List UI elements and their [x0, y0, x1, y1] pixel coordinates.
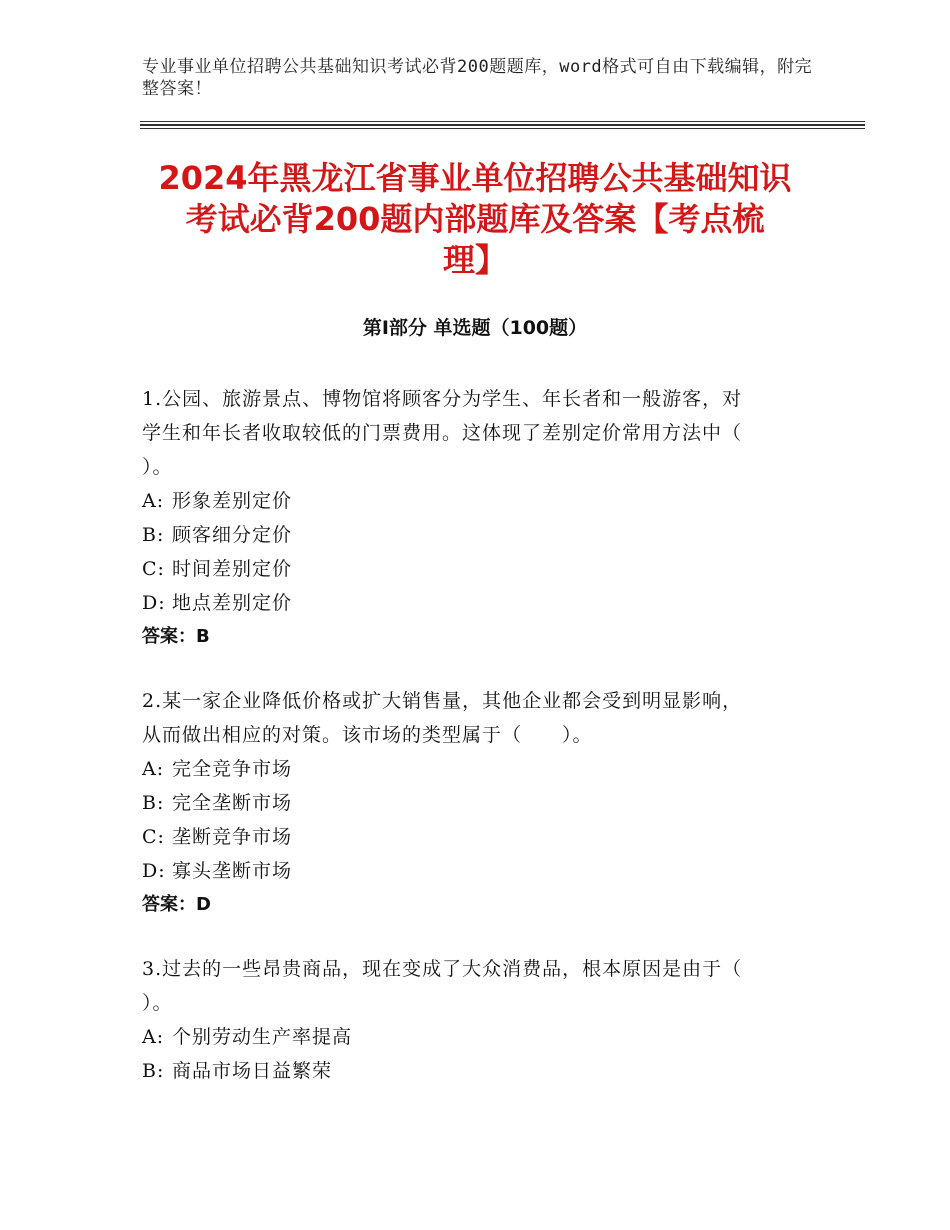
option-label: D:	[142, 592, 166, 614]
option-b	[142, 1054, 802, 1088]
option-label: B:	[142, 524, 165, 546]
option-d	[142, 854, 802, 888]
option-a	[142, 752, 802, 786]
option-b	[142, 518, 802, 552]
header-rule-top	[140, 121, 865, 122]
option-text: 完全竞争市场	[172, 758, 293, 780]
option-label: C:	[142, 826, 165, 848]
option-text: 个别劳动生产率提高	[172, 1026, 353, 1048]
option-label: B:	[142, 792, 165, 814]
option-d	[142, 586, 802, 620]
option-label: A:	[142, 1026, 165, 1048]
option-text: 寡头垄断市场	[172, 860, 293, 882]
question-stem-line: ）。	[142, 992, 173, 1014]
option-text: 地点差别定价	[172, 592, 293, 614]
option-label: C:	[142, 558, 165, 580]
option-text: 垄断竞争市场	[172, 826, 293, 848]
section-title: 第Ⅰ部分 单选题（100题）	[362, 317, 588, 339]
header-rule-middle	[140, 124, 865, 126]
header-note: 专业事业单位招聘公共基础知识考试必背200题题库，word格式可自由下载编辑，附完整答案！	[142, 57, 813, 99]
question-stem-line: ）。	[142, 456, 173, 478]
question-stem-line: 学生和年长者收取较低的门票费用。这体现了差别定价常用方法中（	[142, 422, 743, 444]
option-b	[142, 786, 802, 820]
option-a	[142, 1020, 802, 1054]
title-line: 考试必背200题内部题库及答案【考点梳	[185, 200, 765, 238]
question-3	[142, 952, 802, 1088]
option-label: A:	[142, 758, 165, 780]
answer: 答案：B	[142, 626, 210, 647]
header-rule-bottom	[140, 128, 865, 129]
option-text: 商品市场日益繁荣	[172, 1060, 333, 1082]
document-title	[120, 158, 830, 281]
option-text: 顾客细分定价	[172, 524, 293, 546]
question-stem-line: 3.过去的一些昂贵商品，现在变成了大众消费品，根本原因是由于（	[142, 958, 743, 980]
question-1	[142, 382, 802, 654]
answer: 答案：D	[142, 894, 211, 915]
option-label: A:	[142, 490, 165, 512]
question-2	[142, 684, 802, 922]
option-text: 形象差别定价	[172, 490, 293, 512]
title-line: 理】	[442, 241, 507, 279]
option-c	[142, 552, 802, 586]
option-text: 时间差别定价	[172, 558, 293, 580]
option-a	[142, 484, 802, 518]
option-label: D:	[142, 860, 166, 882]
question-stem-line: 从而做出相应的对策。该市场的类型属于（ ）。	[142, 724, 593, 746]
option-c	[142, 820, 802, 854]
question-stem-line: 1.公园、旅游景点、博物馆将顾客分为学生、年长者和一般游客，对	[142, 388, 743, 410]
option-text: 完全垄断市场	[172, 792, 293, 814]
question-stem-line: 2.某一家企业降低价格或扩大销售量，其他企业都会受到明显影响，	[142, 690, 743, 712]
question-list	[142, 382, 802, 1118]
title-line: 2024年黑龙江省事业单位招聘公共基础知识	[158, 159, 792, 197]
option-label: B:	[142, 1060, 165, 1082]
